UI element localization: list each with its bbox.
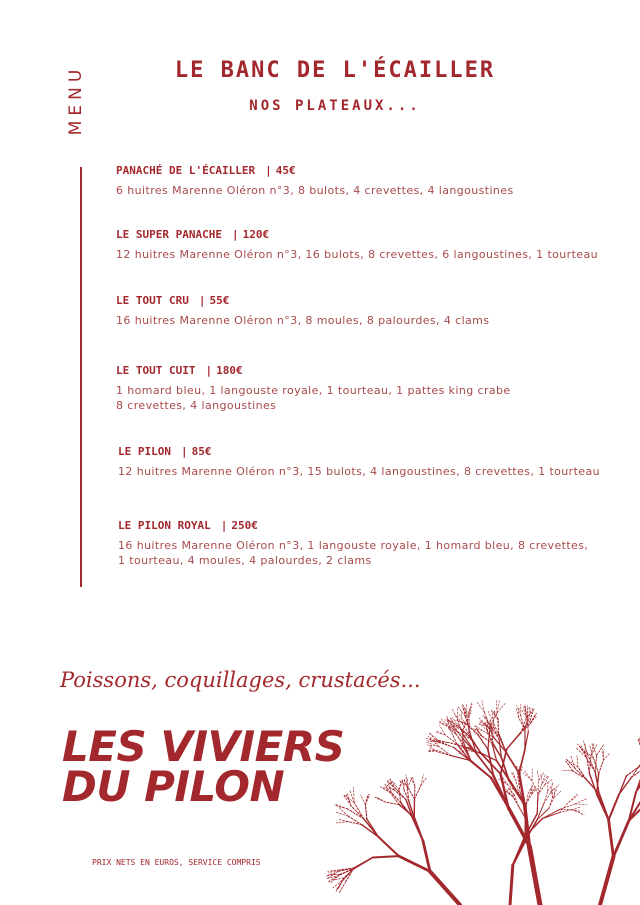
item-name: LE TOUT CUIT bbox=[116, 364, 196, 377]
menu-side-label: MENU bbox=[66, 64, 86, 136]
menu-item: LE TOUT CUIT | 180€ 1 homard bleu, 1 langouste royale, 1 tourteau, 1 pattes king crabe 8 crevettes, 4 langoustines bbox=[116, 364, 626, 413]
coral-illustration bbox=[310, 610, 640, 905]
menu-item: PANACHÉ DE L'ÉCAILLER | 45€ 6 huitres Marenne Oléron n°3, 8 bulots, 4 crevettes, 4 langoustines bbox=[116, 164, 626, 198]
page-subtitle: NOS PLATEAUX... bbox=[249, 98, 421, 114]
item-name: PANACHÉ DE L'ÉCAILLER bbox=[116, 164, 256, 177]
item-description: 8 crevettes, 4 langoustines bbox=[116, 399, 277, 412]
brand-line-2: DU PILON bbox=[62, 762, 285, 811]
item-description: 6 huitres Marenne Oléron n°3, 8 bulots, 4 crevettes, 4 langoustines bbox=[116, 184, 514, 197]
price-footnote: PRIX NETS EN EUROS, SERVICE COMPRIS bbox=[92, 858, 261, 867]
item-price: 180€ bbox=[216, 364, 243, 377]
item-name: LE TOUT CRU bbox=[116, 294, 189, 307]
item-description: 1 homard bleu, 1 langouste royale, 1 tourteau, 1 pattes king crabe bbox=[116, 384, 511, 397]
item-description: 16 huitres Marenne Oléron n°3, 1 langouste royale, 1 homard bleu, 8 crevettes, bbox=[118, 539, 589, 552]
menu-item: LE PILON ROYAL | 250€ 16 huitres Marenne Oléron n°3, 1 langouste royale, 1 homard bleu, 8 crevettes, 1 tourteau, 4 moules, 4 palourdes, 2 clams bbox=[118, 519, 628, 568]
item-price: 55€ bbox=[209, 294, 230, 307]
item-description: 16 huitres Marenne Oléron n°3, 8 moules, 8 palourdes, 4 clams bbox=[116, 314, 490, 327]
item-price: 85€ bbox=[191, 445, 212, 458]
item-name: LE PILON bbox=[118, 445, 171, 458]
item-name: LE PILON ROYAL bbox=[118, 519, 211, 532]
item-description: 12 huitres Marenne Oléron n°3, 16 bulots, 8 crevettes, 6 langoustines, 1 tourteau bbox=[116, 248, 598, 261]
vertical-divider bbox=[80, 167, 82, 587]
item-price: 120€ bbox=[242, 228, 270, 241]
tagline: Poissons, coquillages, crustacés... bbox=[60, 668, 421, 692]
menu-item: LE PILON | 85€ 12 huitres Marenne Oléron n°3, 15 bulots, 4 langoustines, 8 crevettes, 1 tourteau bbox=[118, 445, 628, 479]
brand-logo bbox=[62, 722, 345, 811]
menu-item: LE TOUT CRU | 55€ 16 huitres Marenne Oléron n°3, 8 moules, 8 palourdes, 4 clams bbox=[116, 294, 626, 328]
page-title: LE BANC DE L'ÉCAILLER bbox=[174, 58, 496, 83]
brand-line-1: LES VIVIERS bbox=[62, 722, 345, 771]
menu-item: LE SUPER PANACHE | 120€ 12 huitres Marenne Oléron n°3, 16 bulots, 8 crevettes, 6 langoustines, 1 tourteau bbox=[116, 228, 626, 262]
item-price: 250€ bbox=[231, 519, 258, 532]
item-name: LE SUPER PANACHE bbox=[116, 228, 222, 241]
item-description: 12 huitres Marenne Oléron n°3, 15 bulots, 4 langoustines, 8 crevettes, 1 tourteau bbox=[118, 465, 600, 478]
item-price: 45€ bbox=[275, 164, 296, 177]
item-description: 1 tourteau, 4 moules, 4 palourdes, 2 clams bbox=[118, 554, 372, 567]
